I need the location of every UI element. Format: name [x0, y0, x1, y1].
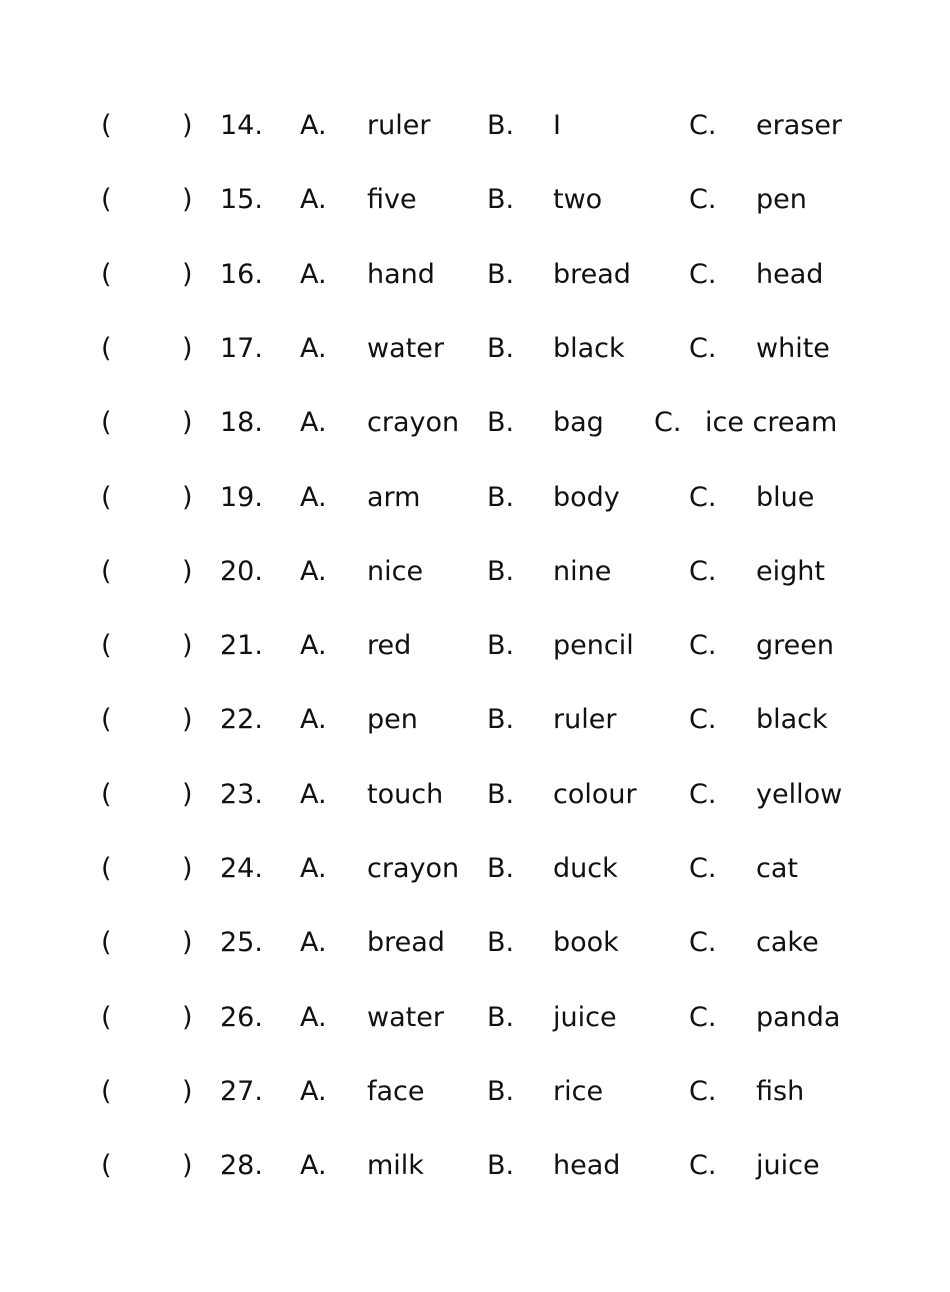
question-row — [0, 700, 950, 740]
option-b-label: B. — [487, 704, 515, 735]
option-c-word: juice — [756, 1150, 820, 1181]
option-c-label: C. — [689, 704, 717, 735]
answer-blank-open[interactable]: ( — [101, 927, 112, 958]
question-number: 23. — [220, 779, 263, 810]
option-c-word: eight — [756, 556, 825, 587]
question-number: 17. — [220, 333, 263, 364]
question-row — [0, 998, 950, 1038]
answer-blank-open[interactable]: ( — [101, 779, 112, 810]
option-b-word: bread — [553, 259, 631, 290]
question-row — [0, 478, 950, 518]
option-b-word: duck — [553, 853, 618, 884]
answer-blank-open[interactable]: ( — [101, 556, 112, 587]
option-a-word: pen — [367, 704, 418, 735]
answer-blank-open[interactable]: ( — [101, 1076, 112, 1107]
option-b-word: nine — [553, 556, 612, 587]
option-a-label: A. — [300, 333, 327, 364]
option-b-word: ruler — [553, 704, 617, 735]
answer-blank-close[interactable]: ) — [182, 1076, 193, 1107]
question-number: 21. — [220, 630, 263, 661]
option-b-label: B. — [487, 333, 515, 364]
option-b-word: I — [553, 110, 561, 141]
answer-blank-close[interactable]: ) — [182, 259, 193, 290]
option-a-word: arm — [367, 482, 421, 513]
option-b-word: rice — [553, 1076, 604, 1107]
option-b-label: B. — [487, 1002, 515, 1033]
answer-blank-close[interactable]: ) — [182, 630, 193, 661]
answer-blank-close[interactable]: ) — [182, 407, 193, 438]
answer-blank-close[interactable]: ) — [182, 779, 193, 810]
option-c-word: pen — [756, 184, 807, 215]
answer-blank-open[interactable]: ( — [101, 407, 112, 438]
option-c-word: ice cream — [705, 407, 838, 438]
question-row — [0, 923, 950, 963]
option-a-word: face — [367, 1076, 425, 1107]
option-a-label: A. — [300, 1002, 327, 1033]
answer-blank-open[interactable]: ( — [101, 704, 112, 735]
answer-blank-close[interactable]: ) — [182, 927, 193, 958]
option-a-label: A. — [300, 407, 327, 438]
option-a-label: A. — [300, 482, 327, 513]
option-c-label: C. — [689, 779, 717, 810]
option-b-word: black — [553, 333, 625, 364]
answer-blank-open[interactable]: ( — [101, 482, 112, 513]
option-c-word: green — [756, 630, 834, 661]
answer-blank-open[interactable]: ( — [101, 1002, 112, 1033]
option-b-label: B. — [487, 630, 515, 661]
option-b-word: juice — [553, 1002, 617, 1033]
answer-blank-close[interactable]: ) — [182, 853, 193, 884]
question-row — [0, 180, 950, 220]
option-c-word: black — [756, 704, 828, 735]
option-a-word: nice — [367, 556, 424, 587]
option-a-label: A. — [300, 779, 327, 810]
option-c-label: C. — [689, 184, 717, 215]
question-number: 28. — [220, 1150, 263, 1181]
option-b-label: B. — [487, 407, 515, 438]
option-b-word: head — [553, 1150, 621, 1181]
question-number: 15. — [220, 184, 263, 215]
option-a-label: A. — [300, 704, 327, 735]
option-a-word: ruler — [367, 110, 431, 141]
option-a-word: crayon — [367, 853, 460, 884]
option-a-word: crayon — [367, 407, 460, 438]
option-c-word: yellow — [756, 779, 843, 810]
answer-blank-open[interactable]: ( — [101, 630, 112, 661]
option-a-word: milk — [367, 1150, 424, 1181]
question-number: 26. — [220, 1002, 263, 1033]
option-c-label: C. — [689, 1002, 717, 1033]
option-a-word: hand — [367, 259, 435, 290]
answer-blank-open[interactable]: ( — [101, 853, 112, 884]
question-row — [0, 403, 950, 443]
option-c-label: C. — [689, 333, 717, 364]
option-c-label: C. — [689, 630, 717, 661]
option-a-word: water — [367, 1002, 444, 1033]
option-c-label: C. — [689, 110, 717, 141]
option-c-word: panda — [756, 1002, 841, 1033]
question-row — [0, 552, 950, 592]
question-number: 18. — [220, 407, 263, 438]
question-row — [0, 849, 950, 889]
option-a-label: A. — [300, 1076, 327, 1107]
option-a-word: bread — [367, 927, 445, 958]
option-a-label: A. — [300, 853, 327, 884]
option-b-label: B. — [487, 184, 515, 215]
option-b-label: B. — [487, 1076, 515, 1107]
question-row — [0, 106, 950, 146]
option-c-label: C. — [654, 407, 682, 438]
option-c-word: cake — [756, 927, 819, 958]
answer-blank-close[interactable]: ) — [182, 333, 193, 364]
option-c-word: blue — [756, 482, 815, 513]
option-b-label: B. — [487, 927, 515, 958]
answer-blank-close[interactable]: ) — [182, 556, 193, 587]
answer-blank-open[interactable]: ( — [101, 110, 112, 141]
option-b-word: book — [553, 927, 619, 958]
option-c-word: white — [756, 333, 830, 364]
option-a-label: A. — [300, 630, 327, 661]
option-c-label: C. — [689, 1150, 717, 1181]
option-c-label: C. — [689, 927, 717, 958]
answer-blank-close[interactable]: ) — [182, 184, 193, 215]
answer-blank-open[interactable]: ( — [101, 184, 112, 215]
option-a-label: A. — [300, 184, 327, 215]
question-row — [0, 329, 950, 369]
question-number: 27. — [220, 1076, 263, 1107]
question-row — [0, 775, 950, 815]
option-a-word: five — [367, 184, 417, 215]
option-a-label: A. — [300, 556, 327, 587]
answer-blank-open[interactable]: ( — [101, 259, 112, 290]
answer-blank-open[interactable]: ( — [101, 1150, 112, 1181]
question-number: 14. — [220, 110, 263, 141]
question-number: 19. — [220, 482, 263, 513]
question-number: 16. — [220, 259, 263, 290]
option-c-label: C. — [689, 259, 717, 290]
option-a-word: water — [367, 333, 444, 364]
question-row — [0, 255, 950, 295]
answer-blank-close[interactable]: ) — [182, 1150, 193, 1181]
question-row — [0, 626, 950, 666]
question-number: 24. — [220, 853, 263, 884]
answer-blank-open[interactable]: ( — [101, 333, 112, 364]
option-c-label: C. — [689, 1076, 717, 1107]
question-number: 25. — [220, 927, 263, 958]
option-c-label: C. — [689, 853, 717, 884]
option-c-word: fish — [756, 1076, 805, 1107]
question-number: 20. — [220, 556, 263, 587]
option-b-label: B. — [487, 853, 515, 884]
option-b-label: B. — [487, 779, 515, 810]
option-b-word: bag — [553, 407, 604, 438]
option-a-word: touch — [367, 779, 444, 810]
option-b-label: B. — [487, 110, 515, 141]
option-b-word: colour — [553, 779, 637, 810]
option-b-label: B. — [487, 259, 515, 290]
option-a-word: red — [367, 630, 412, 661]
option-c-label: C. — [689, 482, 717, 513]
answer-blank-close[interactable]: ) — [182, 1002, 193, 1033]
option-c-word: head — [756, 259, 824, 290]
question-row — [0, 1146, 950, 1186]
option-b-word: body — [553, 482, 620, 513]
answer-blank-close[interactable]: ) — [182, 110, 193, 141]
option-b-word: two — [553, 184, 603, 215]
option-a-label: A. — [300, 259, 327, 290]
option-b-label: B. — [487, 482, 515, 513]
option-a-label: A. — [300, 1150, 327, 1181]
option-b-label: B. — [487, 556, 515, 587]
question-number: 22. — [220, 704, 263, 735]
option-b-word: pencil — [553, 630, 634, 661]
option-b-label: B. — [487, 1150, 515, 1181]
question-row — [0, 1072, 950, 1112]
option-c-word: eraser — [756, 110, 843, 141]
answer-blank-close[interactable]: ) — [182, 482, 193, 513]
option-c-label: C. — [689, 556, 717, 587]
option-c-word: cat — [756, 853, 798, 884]
option-a-label: A. — [300, 110, 327, 141]
answer-blank-close[interactable]: ) — [182, 704, 193, 735]
option-a-label: A. — [300, 927, 327, 958]
